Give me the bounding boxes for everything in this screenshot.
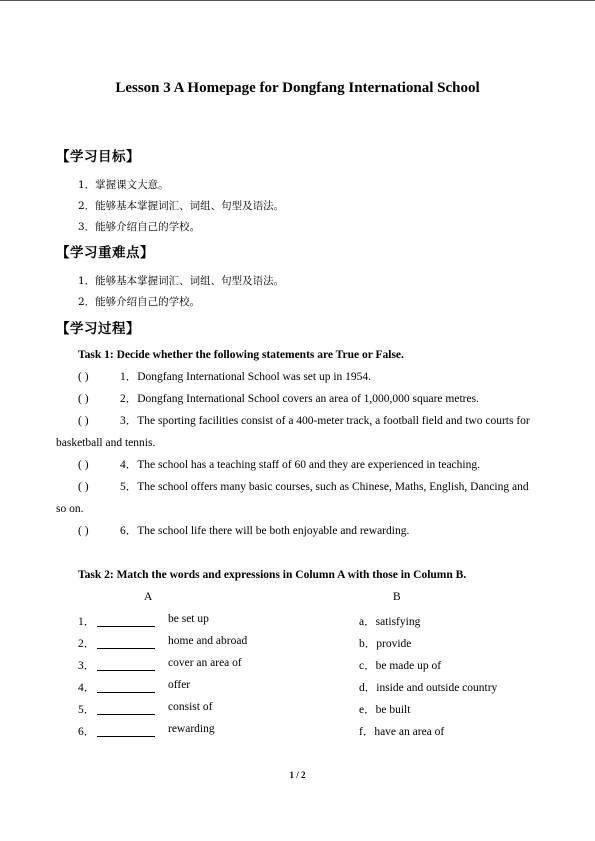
task1-statement-3 [78, 410, 542, 432]
task1-statement-3-continued: basketball and tennis. [56, 437, 156, 449]
answer-blank[interactable]: ( ) [78, 371, 89, 383]
row-number: 4． [78, 682, 96, 694]
column-b-item: e．be built [359, 704, 411, 716]
goal-item-1: 1．掌握课文大意。 [78, 179, 169, 191]
answer-blank[interactable]: ( ) [78, 459, 89, 471]
column-a-item: consist of [168, 701, 213, 713]
column-b-item: d．inside and outside country [359, 682, 498, 694]
column-a-item: rewarding [168, 723, 215, 735]
match-row [0, 679, 595, 699]
match-answer-blank[interactable] [97, 736, 155, 737]
match-answer-blank[interactable] [97, 692, 155, 693]
row-number: 2． [78, 638, 96, 650]
column-b-header: B [393, 591, 401, 603]
match-row [0, 635, 595, 655]
statement-text: 1．Dongfang International School was set up in 1954. [120, 371, 372, 383]
column-a-item: be set up [168, 613, 209, 625]
page-top-border [0, 0, 595, 1]
match-row [0, 657, 595, 677]
task1-heading: Task 1: Decide whether the following statements are True or False. [78, 349, 404, 361]
task1-statement-4 [78, 454, 542, 476]
column-b-item: b．provide [359, 638, 412, 650]
statement-text: 2．Dongfang International School covers an area of 1,000,000 square metres. [120, 393, 479, 405]
match-answer-blank[interactable] [97, 626, 155, 627]
match-answer-blank[interactable] [97, 670, 155, 671]
match-answer-blank[interactable] [97, 648, 155, 649]
match-row [0, 701, 595, 721]
match-row [0, 613, 595, 633]
statement-text: 5．The school offers many basic courses, such as Chinese, Maths, English, Dancing and [120, 481, 529, 493]
task1-statement-2 [78, 388, 542, 410]
column-a-item: home and abroad [168, 635, 248, 647]
task1-statement-6 [78, 520, 542, 542]
column-a-item: offer [168, 679, 191, 691]
column-b-item: f．have an area of [359, 726, 445, 738]
page-number: 1 / 2 [289, 770, 306, 780]
match-answer-blank[interactable] [97, 714, 155, 715]
goal-item-2: 2．能够基本掌握词汇、词组、句型及语法。 [78, 200, 285, 212]
match-row [0, 723, 595, 743]
column-b-item: c．be made up of [359, 660, 442, 672]
lesson-title: Lesson 3 A Homepage for Dongfang International School [115, 80, 480, 96]
answer-blank[interactable]: ( ) [78, 415, 89, 427]
row-number: 6． [78, 726, 96, 738]
task1-statement-5-continued: so on. [56, 503, 84, 515]
statement-text: 3．The sporting facilities consist of a 400-meter track, a football field and two courts for [120, 415, 530, 427]
goal-item-3: 3．能够介绍自己的学校。 [78, 221, 201, 233]
row-number: 5． [78, 704, 96, 716]
section-heading-process: 【学习过程】 [56, 321, 140, 337]
answer-blank[interactable]: ( ) [78, 481, 89, 493]
key-point-item-2: 2．能够介绍自己的学校。 [78, 296, 201, 308]
column-a-header: A [144, 591, 153, 603]
key-point-item-1: 1．能够基本掌握词汇、词组、句型及语法。 [78, 275, 285, 287]
row-number: 3． [78, 660, 96, 672]
statement-text: 6．The school life there will be both enjoyable and rewarding. [120, 525, 410, 537]
column-b-item: a．satisfying [359, 616, 421, 628]
row-number: 1． [78, 616, 96, 628]
section-heading-key-points: 【学习重难点】 [56, 245, 154, 261]
section-heading-goals: 【学习目标】 [56, 149, 140, 165]
answer-blank[interactable]: ( ) [78, 525, 89, 537]
task2-heading: Task 2: Match the words and expressions in Column A with those in Column B. [78, 569, 467, 581]
task1-statement-1 [78, 366, 542, 388]
task1-statement-5 [78, 476, 542, 498]
statement-text: 4．The school has a teaching staff of 60 and they are experienced in teaching. [120, 459, 480, 471]
answer-blank[interactable]: ( ) [78, 393, 89, 405]
column-a-item: cover an area of [168, 657, 242, 669]
